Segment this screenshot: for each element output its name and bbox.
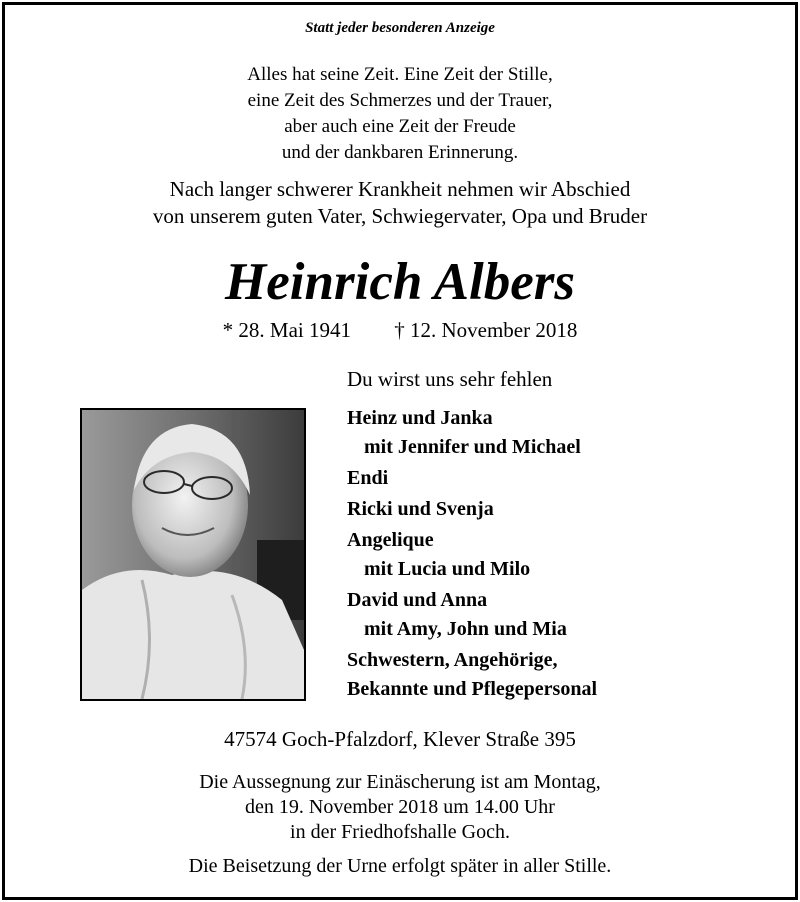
poem-line: Alles hat seine Zeit. Eine Zeit der Stille, [247,64,553,85]
family-group [347,646,597,704]
poem-line: aber auch eine Zeit der Freude [284,116,516,137]
death-date: † 12. November 2018 [394,318,578,342]
intro-line: Nach langer schwerer Krankheit nehmen wir Abschied [169,177,631,201]
family-group [347,526,597,584]
family-subline: mit Lucia und Milo [364,558,531,580]
family-name: Ricki und Svenja [347,498,494,520]
ceremony-line: den 19. November 2018 um 14.00 Uhr [245,796,555,818]
urn-note: Die Beisetzung der Urne erfolgt später in aller Stille. [188,855,612,877]
poem [0,62,800,166]
family-group [347,495,597,524]
intro-text [0,176,800,230]
family-name: Heinz und Janka [347,407,493,429]
family-list [347,404,597,706]
ceremony-line: Die Aussegnung zur Einäscherung ist am Montag, [199,771,601,793]
portrait-photo [80,408,306,701]
family-name: David und Anna [347,589,488,611]
intro-line: von unserem guten Vater, Schwiegervater, Opa und Bruder [152,204,648,228]
poem-line: eine Zeit des Schmerzes und der Trauer, [247,90,553,111]
life-dates [0,318,800,343]
family-group [347,464,597,493]
family-name: Bekannte und Pflegepersonal [347,678,598,700]
family-name: Schwestern, Angehörige, [347,649,558,671]
miss-line: Du wirst uns sehr fehlen [347,367,553,391]
family-name: Angelique [347,529,434,551]
family-subline: mit Amy, John und Mia [364,618,567,640]
family-group [347,586,597,644]
family-subline: mit Jennifer und Michael [364,436,581,458]
deceased-name: Heinrich Albers [225,253,575,311]
family-name: Endi [347,467,389,489]
address: 47574 Goch-Pfalzdorf, Klever Straße 395 [224,727,576,751]
family-group [347,404,597,462]
birth-date: * 28. Mai 1941 [222,318,351,342]
ceremony-info [0,770,800,845]
poem-line: und der dankbaren Erinnerung. [281,142,519,163]
ceremony-line: in der Friedhofshalle Goch. [290,821,510,843]
notice-header: Statt jeder besonderen Anzeige [305,20,495,36]
